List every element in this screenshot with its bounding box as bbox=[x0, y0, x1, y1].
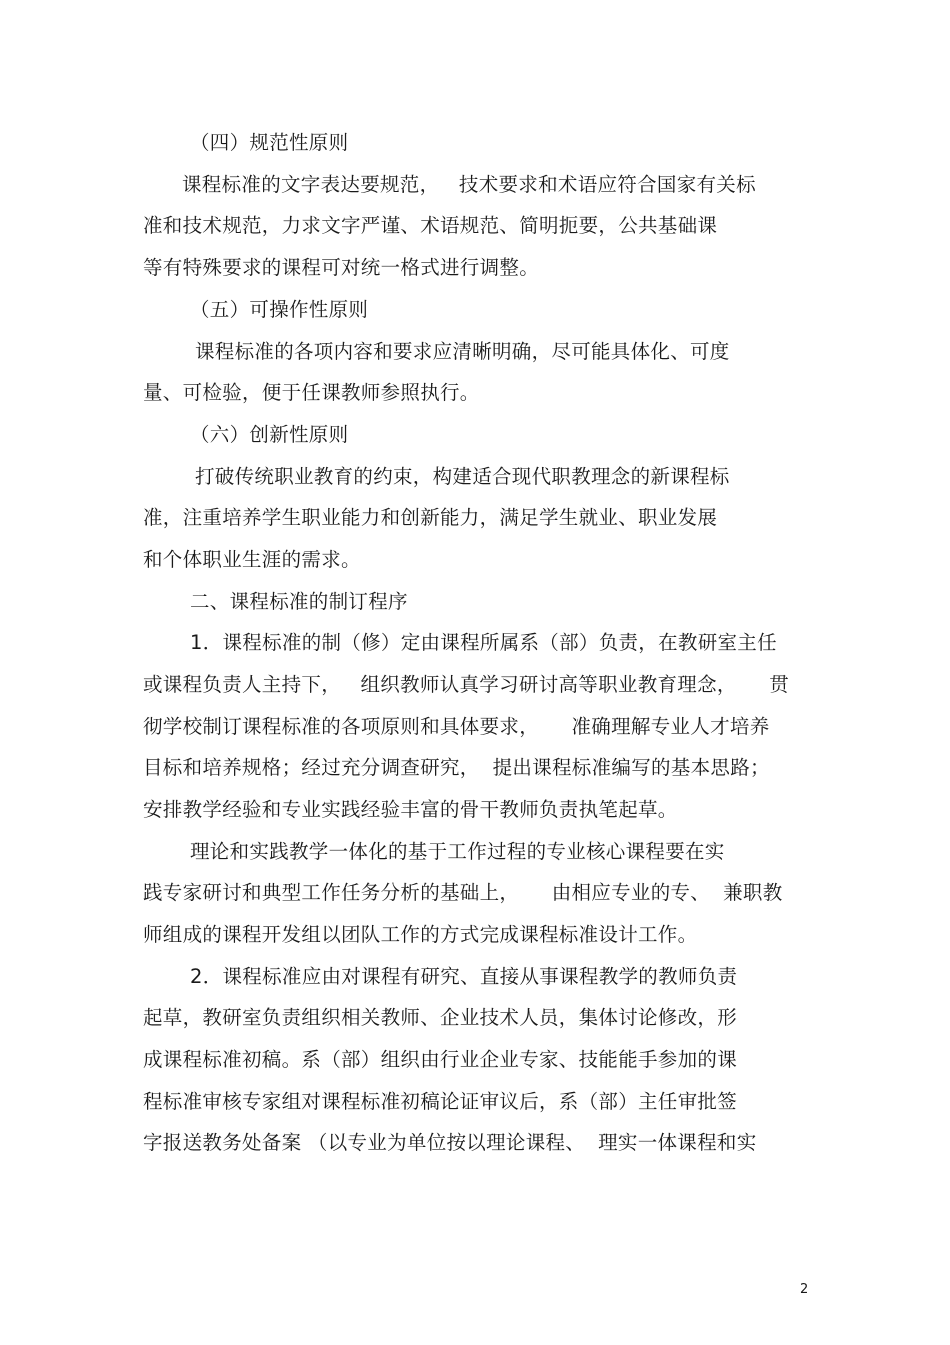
section-heading: 二、课程标准的制订程序 bbox=[190, 590, 408, 613]
paragraph-line: 师组成的课程开发组以团队工作的方式完成课程标准设计工作。 bbox=[143, 923, 698, 946]
heading-principle-6: （六）创新性原则 bbox=[190, 423, 349, 446]
paragraph-line: 目标和培养规格；经过充分调查研究， 提出课程标准编写的基本思路； bbox=[143, 756, 770, 779]
paragraph-line: 准，注重培养学生职业能力和创新能力，满足学生就业、职业发展 bbox=[143, 506, 718, 529]
heading-principle-4: （四）规范性原则 bbox=[190, 131, 349, 154]
paragraph-line: 打破传统职业教育的约束，构建适合现代职教理念的新课程标 bbox=[195, 465, 730, 488]
page-number: 2 bbox=[800, 1282, 809, 1297]
heading-principle-5: （五）可操作性原则 bbox=[190, 298, 369, 321]
paragraph-line: 起草，教研室负责组织相关教师、企业技术人员，集体讨论修改，形 bbox=[143, 1006, 738, 1029]
paragraph-line: 字报送教务处备案 （以专业为单位按以理论课程、 理实一体课程和实 bbox=[143, 1131, 757, 1154]
paragraph-line: 1．课程标准的制（修）定由课程所属系（部）负责，在教研室主任 bbox=[190, 631, 777, 654]
paragraph-line: 准和技术规范，力求文字严谨、术语规范、简明扼要，公共基础课 bbox=[143, 214, 718, 237]
paragraph-line: 和个体职业生涯的需求。 bbox=[143, 548, 361, 571]
paragraph-line: 课程标准的各项内容和要求应清晰明确，尽可能具体化、可度 bbox=[195, 340, 730, 363]
paragraph-line: 安排教学经验和专业实践经验丰富的骨干教师负责执笔起草。 bbox=[143, 798, 678, 821]
paragraph-line: 彻学校制订课程标准的各项原则和具体要求， 准确理解专业人才培养 bbox=[143, 715, 770, 738]
paragraph-line: 践专家研讨和典型工作任务分析的基础上， 由相应专业的专、 兼职教 bbox=[143, 881, 783, 904]
paragraph-line: 2．课程标准应由对课程有研究、直接从事课程教学的教师负责 bbox=[190, 965, 738, 988]
paragraph-line: 或课程负责人主持下， 组织教师认真学习研讨高等职业教育理念， 贯 bbox=[143, 673, 789, 696]
paragraph-line: 成课程标准初稿。系（部）组织由行业企业专家、技能能手参加的课 bbox=[143, 1048, 738, 1071]
paragraph-line: 量、可检验，便于任课教师参照执行。 bbox=[143, 381, 480, 404]
paragraph-line: 理论和实践教学一体化的基于工作过程的专业核心课程要在实 bbox=[190, 840, 725, 863]
paragraph-line: 程标准审核专家组对课程标准初稿论证审议后，系（部）主任审批签 bbox=[143, 1090, 738, 1113]
paragraph-line: 课程标准的文字表达要规范， 技术要求和术语应符合国家有关标 bbox=[182, 173, 756, 196]
paragraph-line: 等有特殊要求的课程可对统一格式进行调整。 bbox=[143, 256, 540, 279]
